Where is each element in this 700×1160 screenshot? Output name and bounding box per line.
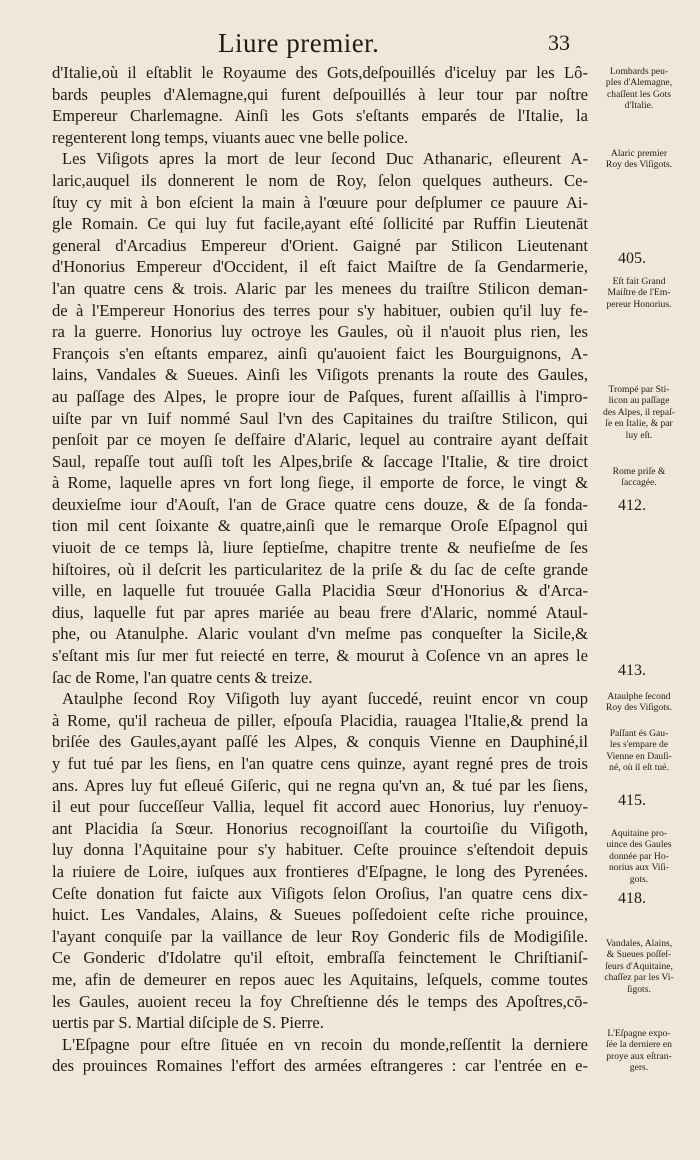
text-line: hiſtoires, où il deſcrit les particularitez de la priſe & du ſac de ceſte grande [52,559,588,579]
text-line: viuoit de ce temps là, liure ſeptieſme, chapitre trente & neufieſme de ſes [52,538,588,558]
text-line: dius, laquelle fut par apres mariée au beau frere d'Alaric, nommé Ataul- [52,602,588,622]
text-line: me, afin de demeurer en repos auec les Aquitains, leſquels, comme toutes [52,969,588,989]
page-number: 33 [548,30,570,55]
margin-year: 413. [618,662,646,679]
margin-note: L'Eſpagne expo- ſée la derniere en proye aux eſtran- gers. [606,1028,672,1074]
text-line: briſée des Gaules,ayant paſſé les Alpes, & conquis Vienne en Dauphiné,il [52,732,588,752]
text-line: ſac de Rome, l'an quatre cents & treize. [52,667,313,687]
text-line: la riuiere de Loire, iuſques aux frontieres d'Eſpagne, le long des Pyrenées. [52,861,588,881]
text-line: uiſte par vn Iuif nommé Saul l'vn des Capitaines du traiſtre Stilicon, qui [52,408,588,428]
text-line: au paſſage des Alpes, le propre iour de Paſques, furent aſſaillis à l'impro- [52,386,588,406]
text-line: Ceſte donation fut faicte aux Viſigots ſelon Oroſius, l'an quatre cens dix- [52,883,588,903]
text-line: l'an quatre cens & trois. Alaric par les menees du traiſtre Stilicon deman- [52,278,588,298]
text-line: Les Viſigots apres la mort de leur ſecond Duc Athanaric, eſleurent A- [62,149,588,169]
text-line: d'Italie,où il eſtablit le Royaume des Gots,deſpouillés d'iceluy par les Lô- [52,63,588,82]
text-line: à Rome, qu'il racheua de piller, eſpouſa Placidia, rauagea l'Italie,& prend la [52,710,588,730]
text-line: luy donna l'Aquitaine pour s'y habituer. Ceſte prouince s'eſtendoit depuis [52,840,588,860]
text-line: ſtuy cy mit à bon eſcient la main à l'œuure pour deſplumer ce pauure Ai- [52,192,588,212]
text-line: gle Romain. Ce qui luy fut facile,ayant eſté ſollicité par Ruffin Lieutenāt [52,214,588,234]
margin-note: Alaric premier Roy des Viſigots. [605,148,673,171]
margin-year: 405. [618,250,646,267]
text-line: Ce Gonderic d'Idolatre qu'il eſtoit, embraſſa feinctement le Chriſtianiſ- [52,948,588,968]
text-line: ra la guerre. Honorius luy octroye les Gaules, où il n'auoit plus rien, les [52,322,588,342]
text-line: d'Honorius Empereur d'Occident, il eſt faict Maiſtre de ſa Gendarmerie, [52,257,588,277]
text-line: l'ayant conquiſe par la vaillance de leur Roy Gonderic fils de Modigiſile. [52,926,588,946]
text-line: phe, ou Atanulphe. Alaric voulant d'vn meſme pas conqueſter la Sicile,& [52,624,588,644]
text-line: Saul, repaſſe tout auſſi toſt les Alpes,briſe & ſaccage l'Italie, & tire droict [52,451,588,471]
margin-note: Trompé par Sti- licon au paſſage des Alpes, il repaſ- ſe en Italie, & par luy eſt. [603,384,675,441]
text-line: Empereur Charlemagne. Ainſi les Gots s'eſtants emparés de l'Italie, la [52,106,588,126]
margin-note: Eſt fait Grand Maiſtre de l'Em- pereur Honorius. [606,276,672,310]
text-line: regenterent long temps, viuants auec vne belle police. [52,127,409,147]
text-line: ville, en laquelle fut trouuée Galla Placidia Sœur d'Honorius & d'Arca- [52,581,588,601]
text-line: ans. Apres luy fut eſleué Giſeric, qui ne regna qu'vn an, & tué par les ſiens, [52,775,588,795]
text-line: deuxieſme iour d'Aouſt, l'an de Grace quatre cens douze, & de ſa fonda- [52,494,588,514]
text-line: laric,auquel ils donnerent le nom de Roy, ſelon quelques autheurs. Ce- [52,170,588,190]
margin-note: Vandales, Alains, & Sueues poſſeſ- ſeurs d'Aquitaine, chaſſez par les Vi- ſigots. [604,938,674,995]
text-line: des prouinces Romaines l'effort des armées eſtrangeres : car l'entrée en e- [52,1056,588,1076]
text-line: L'Eſpagne pour eſtre ſituée en vn recoin du monde,reſſentit la derniere [62,1034,588,1054]
text-line: il eut pour ſucceſſeur Vallia, lequel fit accord auec Honorius, luy r'enuoy- [52,797,588,817]
text-line: les Gaules, auoient receu la foy Chreſtienne dés le temps des Apoſtres,cō- [52,991,588,1011]
text-line: general d'Arcadius Empereur d'Orient. Gaigné par Stilicon Lieutenant [52,235,588,255]
text-line: lains, Vandales & Sueues. Ainſi les Viſigots prenants la route des Gaules, [52,365,588,385]
text-line: uertis par S. Martial diſciple de S. Pierre. [52,1013,324,1033]
text-line: tion mil cent ſoixante & quatre,ainſi que le remarque Oroſe Eſpagnol qui [52,516,588,536]
margin-year: 415. [618,792,646,809]
margin-note: Rome priſe & ſaccagée. [612,466,666,489]
body-text [52,62,588,1077]
margin-year: 418. [618,890,646,907]
margin-year: 412. [618,497,646,514]
text-line: ant Placidia ſa Sœur. Honorius recognoiſſant la courtoiſie du Viſigoth, [52,818,588,838]
text-line: François s'en eſtants emparez, ainſi qu'auoient faict les Bourguignons, A- [52,343,588,363]
text-line: de à l'Empereur Honorius des terres pour s'y habituer, oubien qu'il luy fe- [52,300,588,320]
text-line: à Rome, laquelle apres vn fort long ſiege, il emporte de force, le vingt & [52,473,588,493]
margin-note: Ataulphe ſecond Roy des Viſigots. [605,691,673,714]
text-line: Ataulphe ſecond Roy Viſigoth luy ayant ſuccedé, reuint encor vn coup [62,689,588,709]
margin-note: Lombards peu- ples d'Alemagne, chaſſent les Gots d'Italie. [605,66,673,112]
text-line: penſoit par ce moyen ſe deſfaire d'Alaric, lequel au contraire ayant deſfait [52,430,588,450]
text-line: y fut tué par les ſiens, en l'an quatre cens quinze, ayant regné pres de trois [52,754,588,773]
text-line: huict. Les Vandales, Alains, & Sueues poſſedoient ceſte riche prouince, [52,905,588,925]
margin-note: Aquitaine pro- uince des Gaules donnée par Ho- norius aux Viſi- gots. [606,828,672,885]
running-title: Liure premier. [218,28,380,58]
text-line: bards peuples d'Alemagne,qui furent deſpouillés à leur tour par noſtre [52,84,588,104]
margin-note: Paſſant és Gau- les s'empare de Vienne en Dauſi- né, où il eſt tué. [606,728,672,774]
text-line: s'eſtant mis ſur mer fut reiecté en terre, & mourut à Coſence vn an apres le [52,646,588,666]
